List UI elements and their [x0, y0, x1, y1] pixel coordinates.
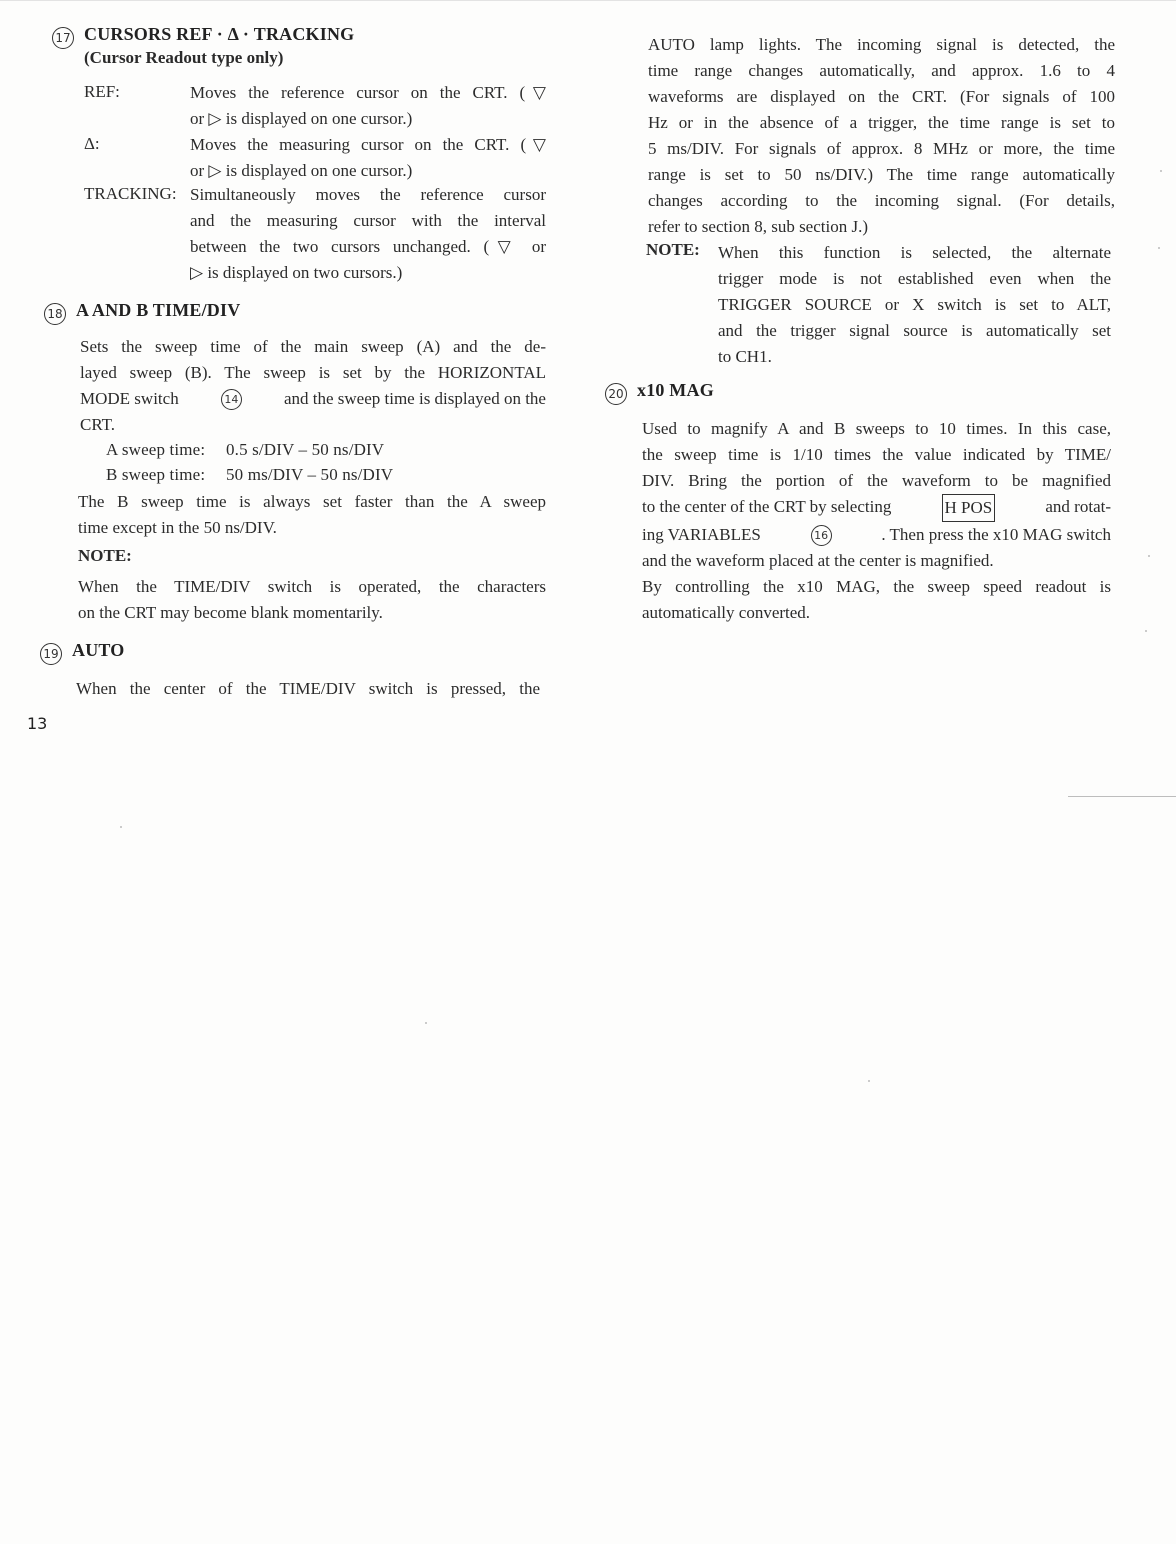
section-19-paragraph-start [76, 676, 540, 702]
page-number: 13 [27, 714, 48, 733]
paragraph-text: . Then press the x10 MAG switch [881, 525, 1111, 544]
section-19-paragraph-continued [648, 32, 1115, 240]
paragraph-text: and rotat- [1045, 497, 1111, 516]
paragraph-line: refer to section 8, sub section J.) [648, 217, 868, 236]
note-line: When this function is selected, the alternate [718, 243, 1111, 262]
section-number-badge: 18 [44, 303, 66, 325]
scan-speck [1158, 247, 1160, 249]
paragraph-line: When the center of the TIME/DIV switch is pressed, the [76, 679, 540, 698]
scan-speck [1160, 170, 1162, 172]
paragraph-text: MODE switch [80, 389, 179, 408]
note-label: NOTE: [78, 546, 132, 565]
definition-line: or ▷ is displayed on one cursor.) [190, 109, 413, 128]
paragraph-line: 5 ms/DIV. For signals of approx. 8 MHz or more, the time [648, 139, 1115, 158]
paragraph-line: the sweep time is 1/10 times the value indicated by TIME/ [642, 445, 1111, 464]
paragraph-line: waveforms are displayed on the CRT. (For signals of 100 [648, 87, 1115, 106]
section-title: CURSORS REF · Δ · TRACKING [84, 24, 355, 44]
section-number-badge: 20 [605, 383, 627, 405]
section-title: AUTO [72, 640, 125, 660]
scan-speck [1145, 630, 1147, 632]
paragraph-line: changes according to the incoming signal. (For details, [648, 191, 1115, 210]
section-subtitle: (Cursor Readout type only) [84, 48, 284, 67]
definition-delta [190, 132, 546, 184]
paragraph-line: range is set to 50 ns/DIV.) The time range automatically [648, 165, 1115, 184]
definition-line: or ▷ is displayed on one cursor.) [190, 161, 413, 180]
section-19-note [718, 240, 1111, 370]
reference-number-badge: 16 [811, 525, 832, 546]
a-sweep-value: 0.5 s/DIV – 50 ns/DIV [226, 440, 385, 459]
h-pos-key-label: H POS [942, 494, 996, 522]
section-18-heading [44, 300, 240, 323]
paragraph-line: Hz or in the absence of a trigger, the time range is set to [648, 113, 1115, 132]
note-label: NOTE: [646, 240, 700, 259]
paragraph-line [642, 522, 1111, 548]
paragraph-text: and the sweep time is displayed on the [283, 389, 546, 408]
section-number-badge: 19 [40, 643, 62, 665]
definition-ref [190, 80, 546, 132]
definition-line: and the measuring cursor with the interval [190, 211, 546, 230]
a-sweep-range [106, 438, 384, 462]
definition-line: Moves the measuring cursor on the CRT. (▽ [190, 135, 546, 154]
scan-speck [868, 1080, 870, 1082]
scan-mark [1068, 796, 1176, 797]
a-sweep-label: A sweep time: [106, 440, 206, 459]
page-top-edge [0, 0, 1176, 1]
b-sweep-label: B sweep time: [106, 465, 206, 484]
section-17-heading [52, 24, 354, 47]
definition-tracking [190, 182, 546, 286]
paragraph-line [642, 494, 1111, 522]
term-delta: Δ: [84, 134, 100, 153]
b-sweep-value: 50 ms/DIV – 50 ns/DIV [226, 465, 394, 484]
term-ref: REF: [84, 82, 120, 101]
paragraph-line: By controlling the x10 MAG, the sweep speed readout is [642, 577, 1111, 596]
paragraph-text: to the center of the CRT by selecting [642, 497, 892, 516]
paragraph-text: ing VARIABLES [642, 525, 761, 544]
paragraph-line: time range changes automatically, and approx. 1.6 to 4 [648, 61, 1115, 80]
scan-speck [425, 1022, 427, 1024]
note-line: When the TIME/DIV switch is operated, the characters [78, 577, 546, 596]
scan-speck [1148, 555, 1150, 557]
definition-line: ▷ is displayed on two cursors.) [190, 263, 403, 282]
term-tracking: TRACKING: [84, 184, 177, 203]
paragraph-line: CRT. [80, 415, 116, 434]
note-line: on the CRT may become blank momentarily. [78, 603, 383, 622]
paragraph-line: DIV. Bring the portion of the waveform to be magnified [642, 471, 1111, 490]
paragraph-line: and the waveform placed at the center is magnified. [642, 551, 994, 570]
definition-line: Simultaneously moves the reference cursor [190, 185, 546, 204]
note-line: to CH1. [718, 347, 772, 366]
section-title: A AND B TIME/DIV [76, 300, 241, 320]
note-line: and the trigger signal source is automatically set [718, 321, 1111, 340]
paragraph-line: automatically converted. [642, 603, 811, 622]
section-18-note [78, 574, 546, 626]
section-19-heading [40, 640, 124, 663]
scan-speck [120, 826, 122, 828]
definition-line: between the two cursors unchanged. (▽ or [190, 237, 546, 256]
section-18-paragraph [80, 334, 546, 438]
paragraph-line: Used to magnify A and B sweeps to 10 times. In this case, [642, 419, 1111, 438]
definition-line: Moves the reference cursor on the CRT. (▽ [190, 83, 546, 102]
b-sweep-range [106, 463, 393, 487]
paragraph-line: The B sweep time is always set faster than the A sweep [78, 492, 546, 511]
section-18-paragraph-2 [78, 489, 546, 541]
paragraph-line: time except in the 50 ns/DIV. [78, 518, 277, 537]
paragraph-line: AUTO lamp lights. The incoming signal is detected, the [648, 35, 1115, 54]
section-20-paragraph [642, 416, 1111, 626]
section-20-heading [605, 380, 714, 403]
paragraph-line: layed sweep (B). The sweep is set by the HORIZONTAL [80, 363, 546, 382]
paragraph-line: Sets the sweep time of the main sweep (A) and the de- [80, 337, 546, 356]
note-line: trigger mode is not established even when the [718, 269, 1111, 288]
section-title: x10 MAG [637, 380, 714, 400]
section-number-badge: 17 [52, 27, 74, 49]
note-line: TRIGGER SOURCE or X switch is set to ALT, [718, 295, 1111, 314]
paragraph-line [80, 386, 546, 412]
reference-number-badge: 14 [221, 389, 242, 410]
